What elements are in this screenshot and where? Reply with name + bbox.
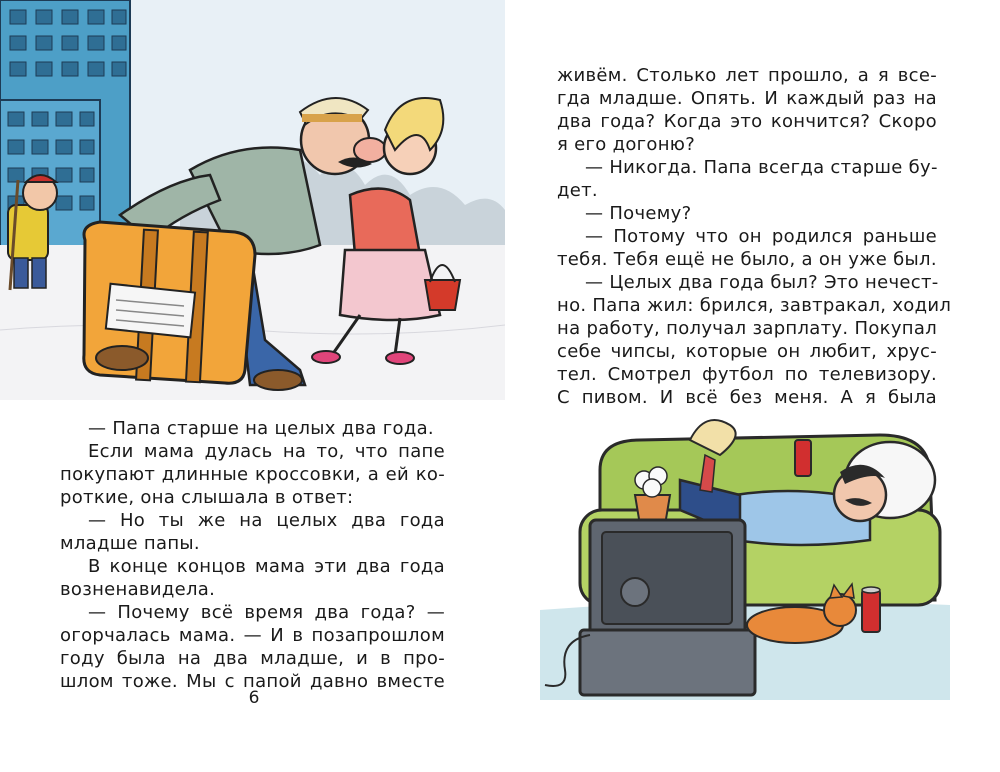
text-line: дет. <box>557 180 598 201</box>
text-line: В конце концов мама эти два года <box>88 556 445 577</box>
text-line: огорчалась мама. — И в позапрошлом <box>60 625 445 646</box>
text-line: С пивом. И всё без меня. А я была <box>557 387 937 408</box>
text-line: живём. Столько лет прошло, а я все- <box>557 65 937 86</box>
text-line: тебя. Тебя ещё не было, а он уже был. <box>557 249 937 270</box>
right-page-text <box>557 64 952 409</box>
text-line: я его догоню? <box>557 134 696 155</box>
drink-can <box>862 587 880 632</box>
text-line: шлом тоже. Мы с папой давно вместе <box>60 671 445 692</box>
text-line: — Почему? <box>585 203 692 224</box>
text-line: возненавидела. <box>60 579 216 600</box>
suitcase <box>84 222 255 383</box>
text-line: — Почему всё время два года? — <box>88 602 445 623</box>
text-line: младше папы. <box>60 533 200 554</box>
street-couple-suitcase-illustration <box>0 0 505 400</box>
text-line: роткие, она слышала в ответ: <box>60 487 354 508</box>
text-line: Если мама дулась на то, что папе <box>88 441 445 462</box>
text-line: себе чипсы, которые он любит, хрус- <box>557 341 937 362</box>
text-line: но. Папа жил: брился, завтракал, ходил <box>557 295 952 316</box>
dad-on-sofa-tv-illustration <box>540 400 960 700</box>
text-line: на работу, получал зарплату. Покупал <box>557 318 937 339</box>
text-line: — Папа старше на целых два года. <box>88 418 434 439</box>
text-line: году была на два младше, и в про- <box>60 648 445 669</box>
text-line: гда младше. Опять. И каждый раз на <box>557 88 937 109</box>
text-line: два года? Когда это кончится? Скоро <box>557 111 937 132</box>
text-line: — Никогда. Папа всегда старше бу- <box>585 157 938 178</box>
text-line: — Но ты же на целых два года <box>88 510 445 531</box>
left-page-text <box>60 417 445 693</box>
text-line: — Потому что он родился раньше <box>585 226 937 247</box>
page-number: 6 <box>248 688 260 708</box>
text-line: тел. Смотрел футбол по телевизору. <box>557 364 937 385</box>
text-line: — Целых два года был? Это нечест- <box>585 272 939 293</box>
text-line: покупают длинные кроссовки, а ей ко- <box>60 464 445 485</box>
popcorn-pot <box>635 467 670 525</box>
